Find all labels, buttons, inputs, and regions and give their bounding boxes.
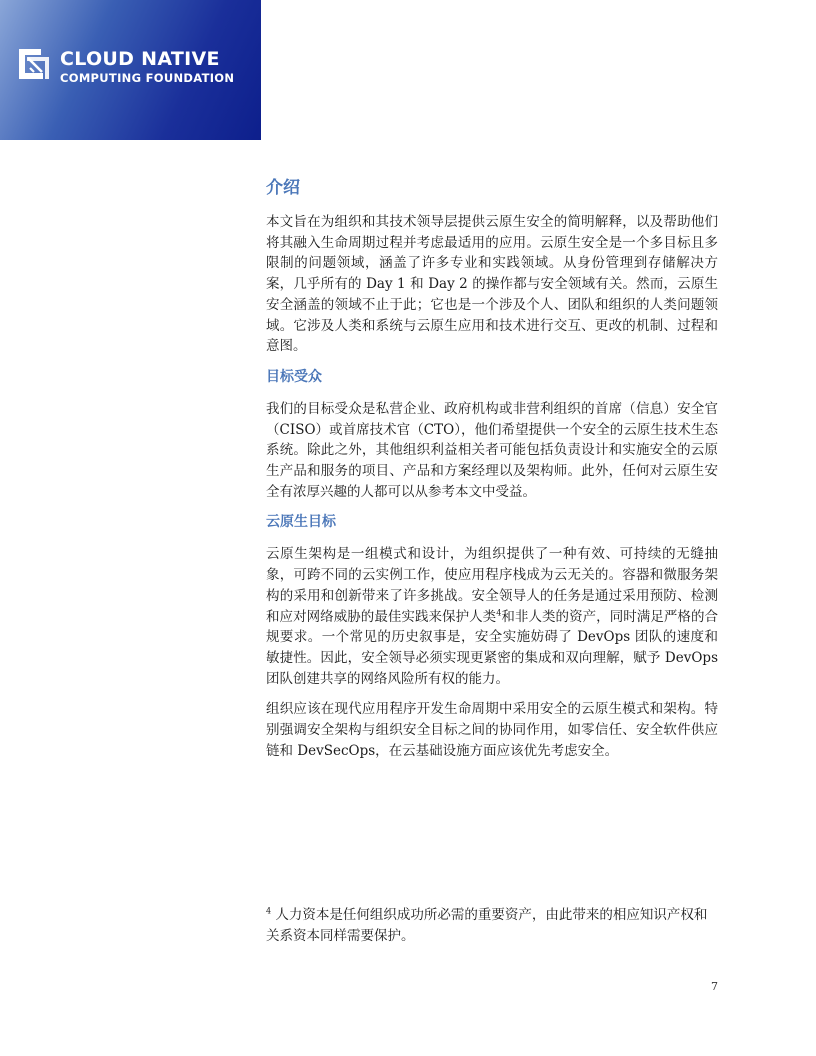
intro-heading: 介绍 bbox=[266, 178, 300, 198]
goals-paragraph-2: 组织应该在现代应用程序开发生命周期中采用安全的云原生模式和架构。特别强调安全架构与组织安全目标之间的协同作用，如零信任、安全软件供应链和 DevSecOps，在云基础设施方面应该优先考虑安全。 bbox=[266, 701, 718, 759]
cncf-logo-icon bbox=[17, 47, 51, 81]
footnote-marker: 4 bbox=[266, 906, 272, 916]
goals-heading: 云原生目标 bbox=[266, 514, 336, 531]
goals-text-b: 和非人类的资产，同时满足严格的合规要求。一个常见的历史叙事是，安全实施妨碍了 DevOps 团队的速度和敏捷性。因此，安全领导必须实现更紧密的集成和双向理解，赋予 DevOps 团队创建共享的网络风险所有权的能力。 bbox=[266, 608, 719, 687]
goals-paragraph-1 bbox=[266, 544, 718, 689]
page-number: 7 bbox=[711, 980, 718, 993]
intro-paragraph: 本文旨在为组织和其技术领导层提供云原生安全的简明解释，以及帮助他们将其融入生命周期过程并考虑最适用的应用。云原生安全是一个多目标且多限制的问题领域，涵盖了许多专业和实践领域。从身份管理到存储解决方案，几乎所有的 Day 1 和 Day 2 的操作都与安全领域有关。然而，云原生安全涵盖的领域不止于此；它也是一个涉及个人、团队和组织的人类问题领域。它涉及人类和系统与云原生应用和技术进行交互、更改的机制、过程和意图。 bbox=[266, 214, 718, 355]
goals-text-a: 云原生架构是一组模式和设计，为组织提供了一种有效、可持续的无缝抽象，可跨不同的云实例工作，使应用程序栈成为云无关的。容器和微服务架构的采用和创新带来了许多挑战。安全领导人的任务是通过采用预防、检测和应对网络威胁的最佳实践来保护人类 bbox=[266, 546, 718, 625]
logo-line2: COMPUTING FOUNDATION bbox=[60, 71, 235, 85]
footnote-reference[interactable]: 4 bbox=[496, 608, 502, 618]
logo-text bbox=[60, 48, 234, 85]
footnote-text: 人力资本是任何组织成功所必需的重要资产，由此带来的相应知识产权和关系资本同样需要保护。 bbox=[266, 907, 708, 944]
logo-line1: CLOUD NATIVE bbox=[60, 48, 220, 70]
main-content bbox=[266, 176, 718, 771]
audience-heading: 目标受众 bbox=[266, 368, 322, 385]
footnote bbox=[266, 905, 718, 946]
audience-paragraph: 我们的目标受众是私营企业、政府机构或非营利组织的首席（信息）安全官（CISO）或首席技术官（CTO），他们希望提供一个安全的云原生技术生态系统。除此之外，其他组织利益相关者可能包括负责设计和实施安全的云原生产品和服务的项目、产品和方案经理以及架构师。此外，任何对云原生安全有浓厚兴趣的人都可以从参考本文中受益。 bbox=[266, 400, 718, 500]
header-banner bbox=[0, 0, 261, 140]
